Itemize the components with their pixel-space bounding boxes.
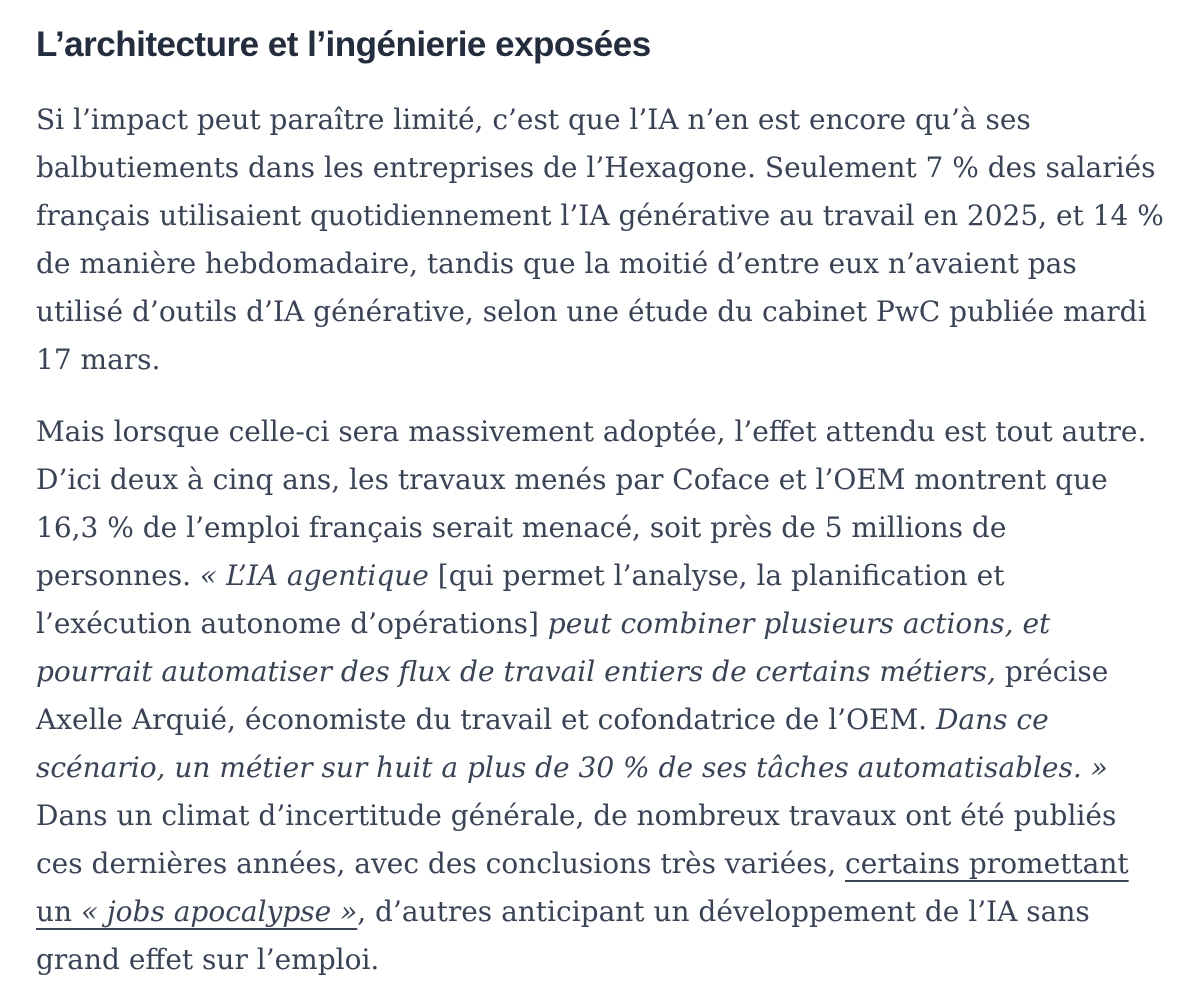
- text-run: [qui permet l’analyse, la planification et l’exécution autonome d’opérations]: [36, 559, 1005, 640]
- section-heading: L’architecture et l’ingénierie exposées: [36, 25, 651, 64]
- text-run: « L’IA agentique: [199, 559, 438, 592]
- article-body: [36, 96, 1164, 984]
- paragraph: [36, 96, 1164, 384]
- text-run: Mais lorsque celle-ci sera massivement adoptée, l’effet attendu est tout autre. D’ici deux à cinq ans, les travaux menés par Coface et l’OEM montrent que 16,3 % de l’emploi français serait menacé, soit près de 5 millions de personnes.: [36, 415, 1147, 592]
- paragraph: [36, 408, 1164, 984]
- text-run: peut combiner plusieurs actions, et pourrait automatiser des flux de travail entiers de certains métiers,: [36, 607, 1051, 688]
- text-run: Si l’impact peut paraître limité, c’est que l’IA n’en est encore qu’à ses balbutiements dans les entreprises de l’Hexagone. Seulement 7 % des salariés français utilisaient quotidiennement l’IA générative au travail en 2025, et 14 % de manière hebdomadaire, tandis que la moitié d’entre eux n’avaient pas utilisé d’outils d’IA générative, selon une étude du cabinet PwC publiée mardi 17 mars.: [36, 103, 1164, 376]
- text-run: Dans un climat d’incertitude générale, de nombreux travaux ont été publiés ces dernières années, avec des conclusions très variées,: [36, 799, 1117, 880]
- text-run[interactable]: « jobs apocalypse »: [80, 895, 358, 928]
- text-run: , d’autres anticipant un développement de l’IA sans grand effet sur l’emploi.: [36, 895, 1090, 976]
- text-run: précise Axelle Arquié, économiste du travail et cofondatrice de l’OEM.: [36, 655, 1109, 736]
- text-run[interactable]: certains promettant un: [36, 847, 1129, 928]
- text-run: Dans ce scénario, un métier sur huit a plus de 30 % de ses tâches automatisables. »: [36, 703, 1108, 784]
